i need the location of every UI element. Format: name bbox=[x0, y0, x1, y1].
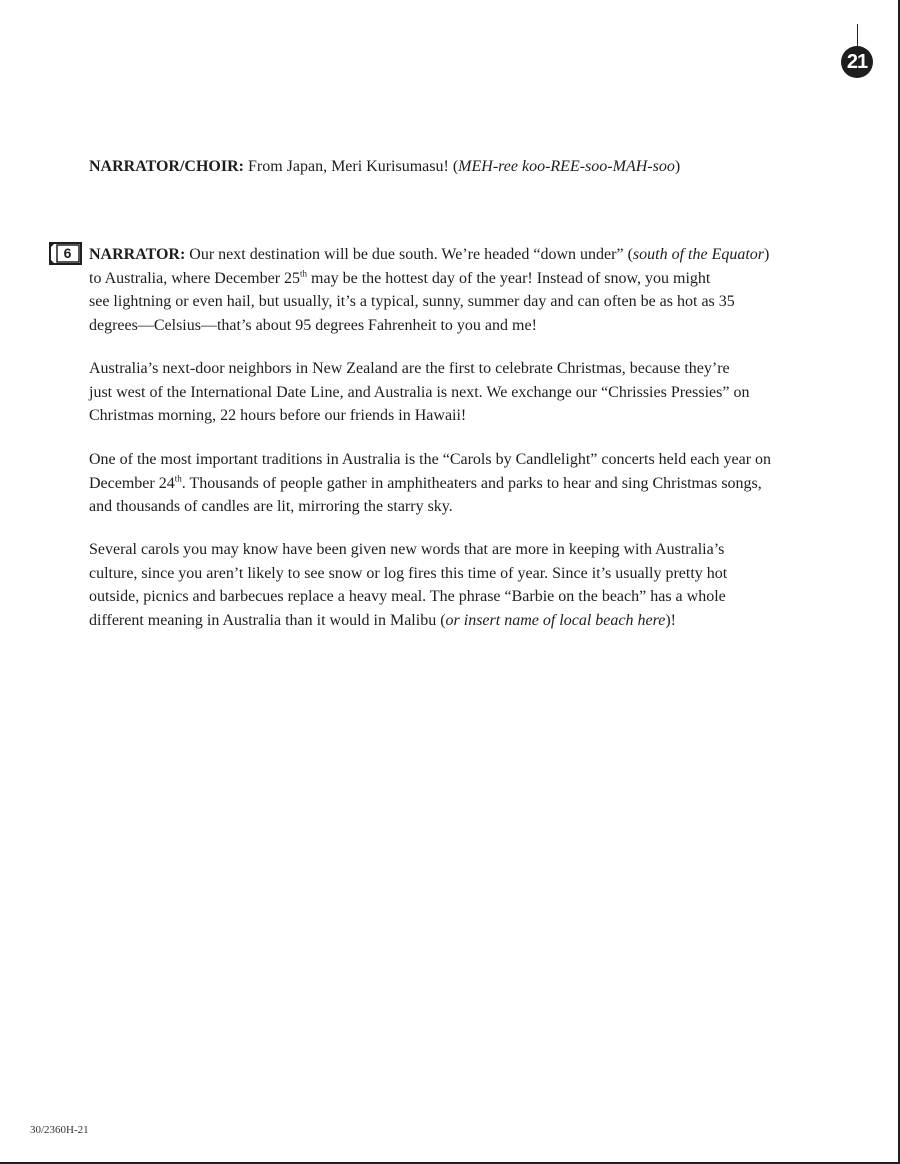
paragraph-4-line-4 bbox=[89, 609, 849, 633]
paragraph-4-line4-italic: or insert name of local beach here bbox=[445, 611, 666, 629]
intro-close: ) bbox=[674, 158, 681, 175]
section6-line-4: degrees—Celsius—that’s about 95 degrees Fahrenheit to you and me! bbox=[89, 316, 537, 334]
paragraph-2-line-3: Christmas morning, 22 hours before our friends in Hawaii! bbox=[89, 407, 467, 424]
section6-line1-italic: south of the Equator bbox=[632, 246, 765, 263]
intro-pronunciation: MEH-ree koo-REE-soo-MAH-soo bbox=[458, 158, 675, 175]
section6-line-3: see lightning or even hail, but usually, it’s a typical, sunny, summer day and can often be as hot as 35 bbox=[89, 293, 735, 310]
section6-line1-close: ) bbox=[764, 246, 770, 263]
paragraph-3-line-1: One of the most important traditions in Australia is the “Carols by Candlelight” concerts held each year on bbox=[89, 451, 772, 468]
paragraph-3-line2-b: . Thousands of people gather in amphitheaters and parks to hear and sing Christmas songs, bbox=[181, 474, 762, 492]
paragraph-3-line-3: and thousands of candles are lit, mirroring the starry sky. bbox=[89, 498, 453, 515]
section6-line1-text: Our next destination will be due south. We’re headed “down under” ( bbox=[185, 246, 633, 263]
section6-paragraph bbox=[89, 243, 849, 337]
paragraph-3-line2-a: December 24 bbox=[89, 474, 175, 492]
cue-number: 6 bbox=[63, 245, 72, 261]
page-number-badge: 21 bbox=[841, 46, 873, 78]
paragraph-4-line-3: outside, picnics and barbecues replace a heavy meal. The phrase “Barbie on the beach” has a whole bbox=[89, 588, 726, 605]
paragraph-4-line4-b: )! bbox=[665, 611, 676, 629]
paragraph-4 bbox=[89, 538, 849, 632]
intro-speaker: NARRATOR/CHOIR: bbox=[89, 158, 244, 175]
paragraph-3-line-2 bbox=[89, 472, 849, 496]
paragraph-4-line-1: Several carols you may know have been given new words that are more in keeping with Australia’s bbox=[89, 541, 725, 558]
paragraph-3-line2-sup: th bbox=[174, 473, 182, 484]
paragraph-2 bbox=[89, 357, 849, 428]
footer-code: 30/2360H-21 bbox=[30, 1124, 89, 1136]
section6-line-1 bbox=[89, 243, 849, 267]
paragraph-4-line4-a: different meaning in Australia than it would in Malibu ( bbox=[89, 611, 446, 629]
section6-line2-b: may be the hottest day of the year! Instead of snow, you might bbox=[307, 269, 711, 287]
page-number-tick bbox=[857, 24, 858, 46]
paragraph-3 bbox=[89, 448, 849, 519]
paragraph-2-line-1: Australia’s next-door neighbors in New Zealand are the first to celebrate Christmas, because they’re bbox=[89, 360, 730, 377]
paragraph-4-line-2: culture, since you aren’t likely to see snow or log fires this time of year. Since it’s usually pretty hot bbox=[89, 564, 728, 582]
section6-speaker: NARRATOR: bbox=[89, 246, 186, 263]
intro-text: From Japan, Meri Kurisumasu! ( bbox=[243, 158, 459, 175]
intro-text-line bbox=[89, 155, 849, 179]
section6-line-2 bbox=[89, 267, 849, 291]
section6-line2-a: to Australia, where December 25 bbox=[89, 269, 301, 287]
paragraph-2-line-2: just west of the International Date Line, and Australia is next. We exchange our “Chrissies Pressies” on bbox=[89, 383, 750, 401]
intro-line bbox=[89, 155, 849, 179]
section6-line2-sup: th bbox=[300, 268, 308, 279]
cue-marker-6 bbox=[49, 242, 82, 265]
